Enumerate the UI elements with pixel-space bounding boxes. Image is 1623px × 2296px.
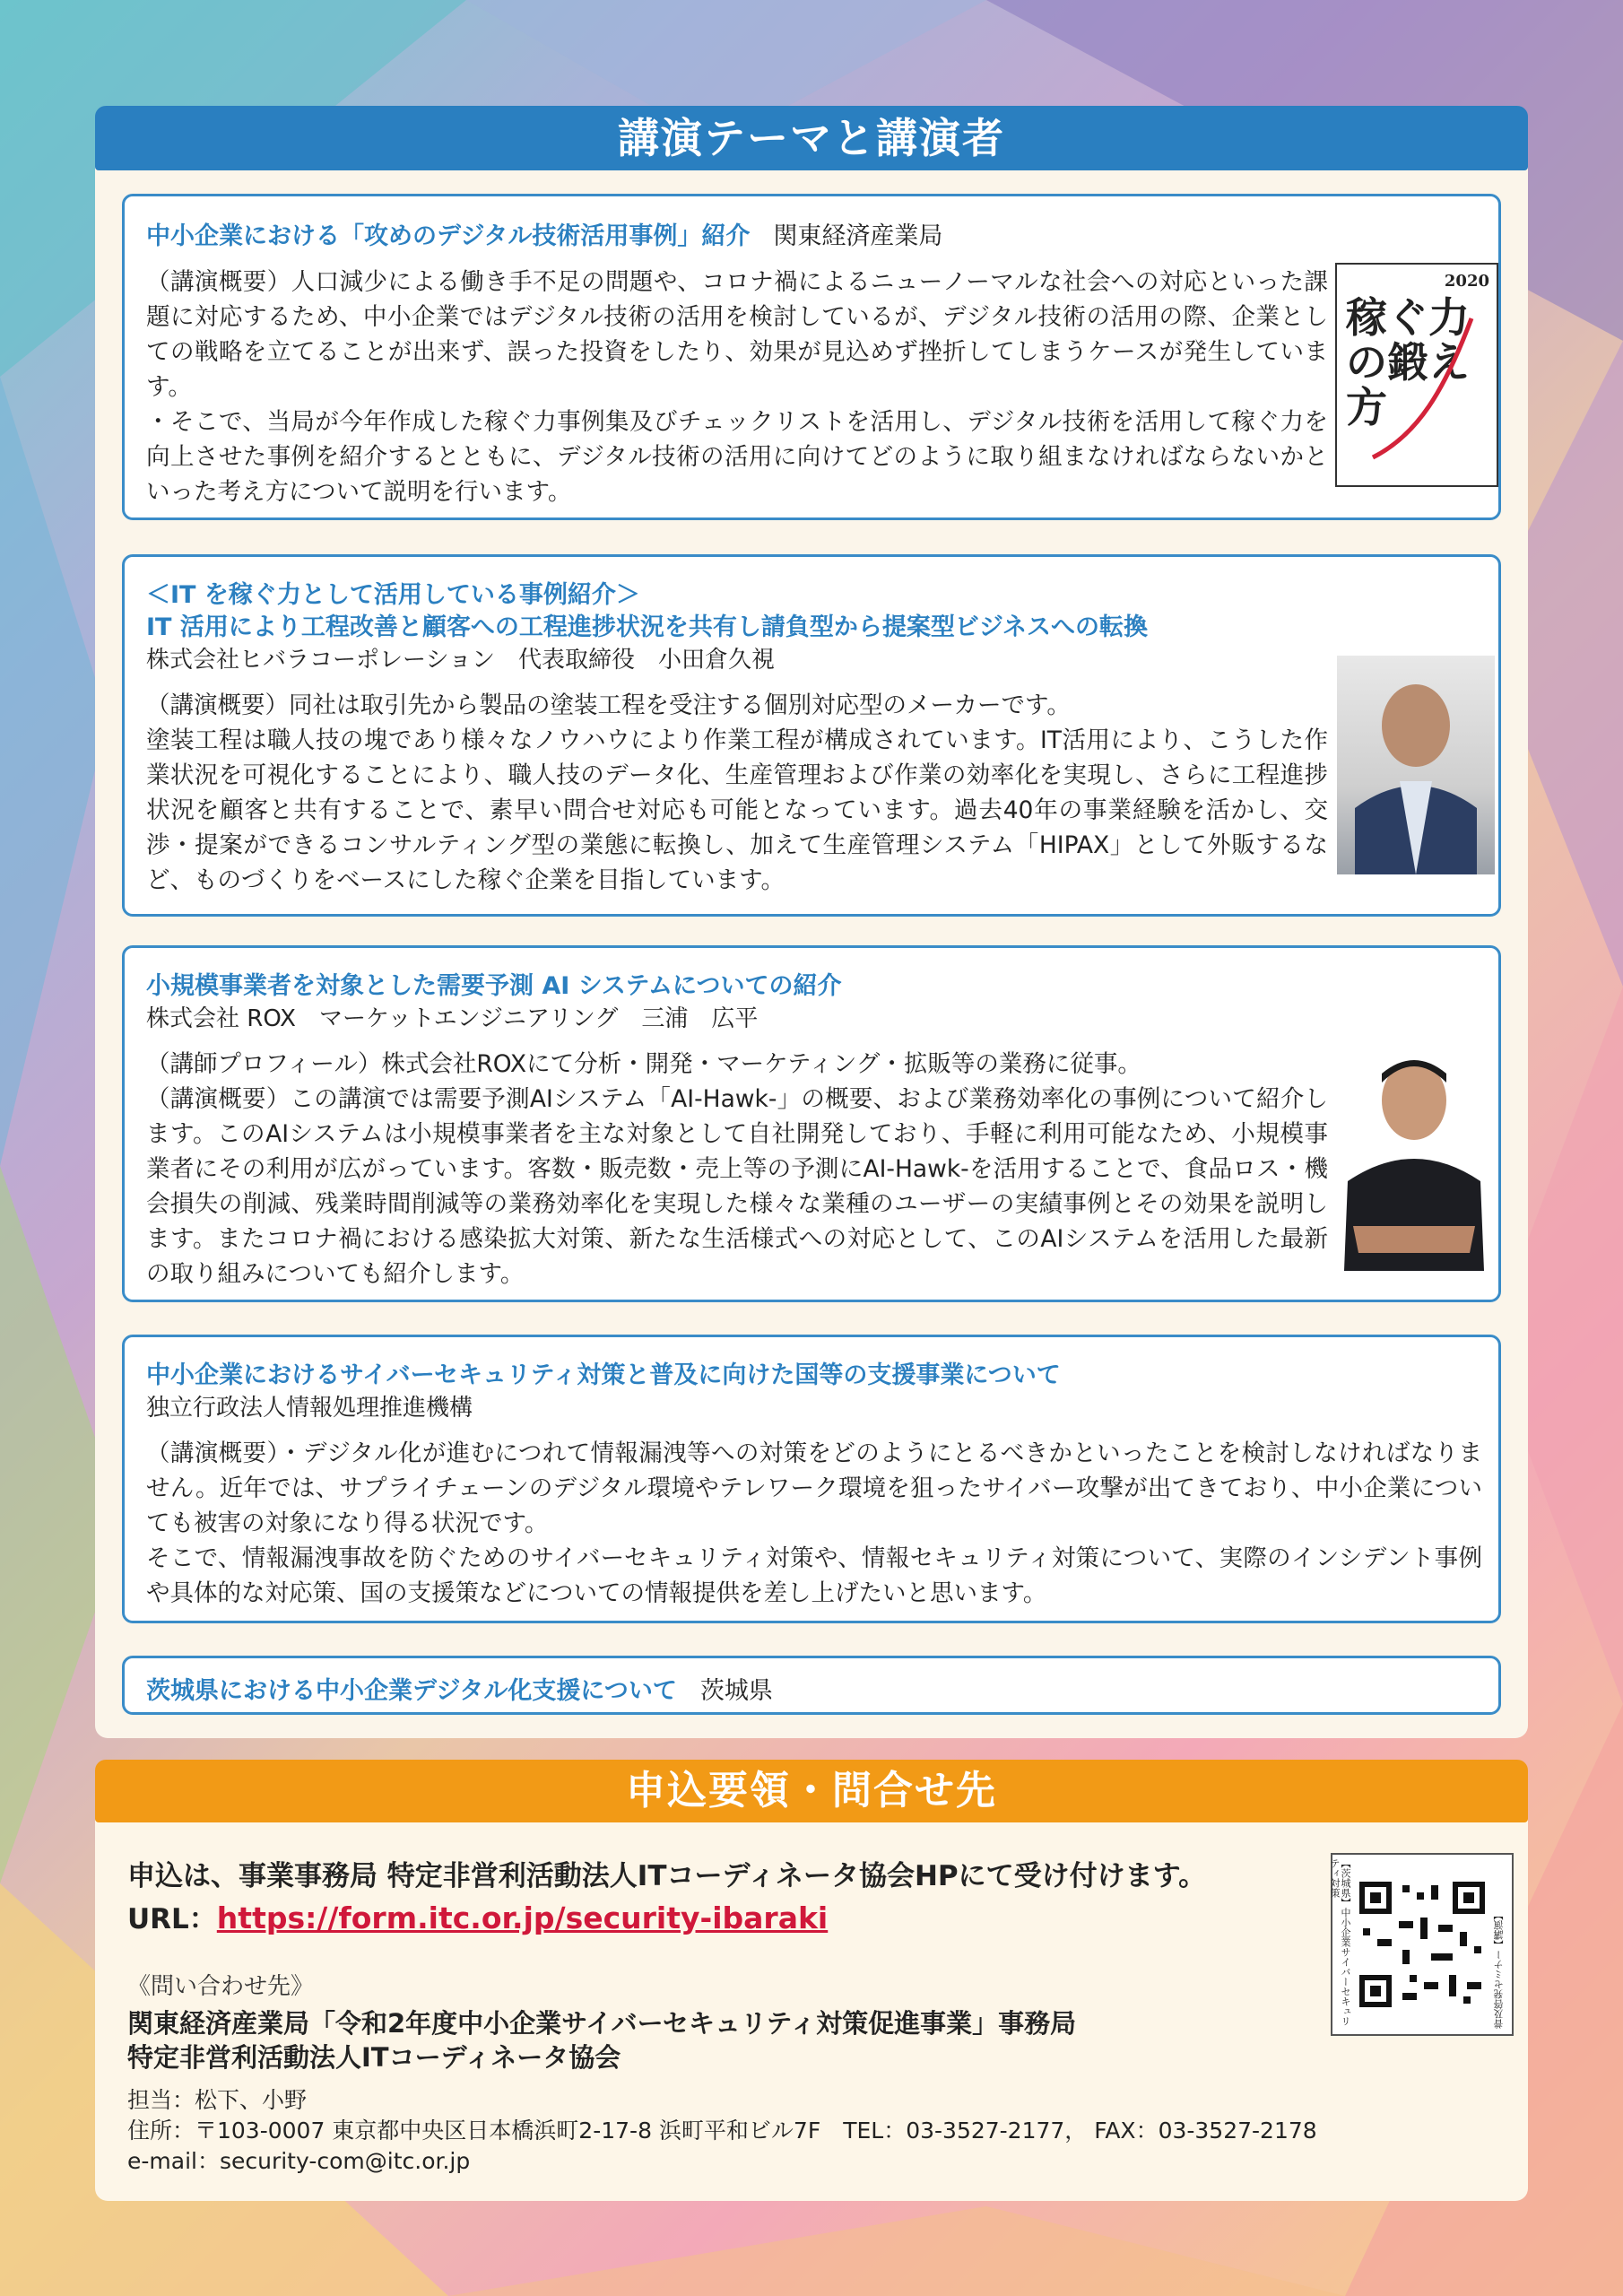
talk-card-5 <box>122 1656 1501 1715</box>
speaker-photo-2 <box>1337 656 1495 874</box>
speaker-silhouette-2 <box>1337 656 1495 874</box>
speaker-photo-3 <box>1335 1047 1493 1271</box>
apply-heading: 申込要領・問合せ先 <box>95 1760 1528 1822</box>
contact-address: 住所：〒103-0007 東京都中央区日本橋浜町2-17-8 浜町平和ビル7F TEL：03-3527-2177， FAX：03-3527-2178 <box>127 2118 1317 2144</box>
talk-1-title <box>146 216 942 251</box>
talk-2-body-p1: （講演概要）同社は取引先から製品の塗装工程を受注する個別対応型のメーカーです。 <box>146 691 1071 719</box>
contact-label: 《問い合わせ先》 <box>127 1973 315 2000</box>
apply-text: 申込は、事業事務局 特定非営利活動法人ITコーディネータ協会HPにて受け付けます。 <box>127 1860 1207 1892</box>
talk-3-speaker: 株式会社 ROX マーケットエンジニアリング 三浦 広平 <box>146 1005 759 1032</box>
apply-card <box>95 1760 1528 2201</box>
talk-2-subtitle: ＜IT を稼ぐ力として活用している事例紹介＞ <box>146 581 640 609</box>
talk-4-speaker: 独立行政法人情報処理推進機構 <box>146 1395 473 1422</box>
talk-4-body-p1: （講演概要）・デジタル化が進むにつれて情報漏洩等への対策をどのようにとるべきかといったことを検討しなければなりません。近年では、サプライチェーンのデジタル環境やテレワーク環境を狙ったサイバー攻撃が出てきており、中小企業についても被害の対象になり得る状況です。 <box>146 1439 1482 1537</box>
talk-5-title <box>146 1671 773 1706</box>
contact-person: 担当：松下、小野 <box>127 2087 308 2113</box>
qr-caption-top: 【茨城県】中小企業サイバーセキュリティ対策 <box>1329 1858 1351 2026</box>
book-year: 2020 <box>1444 272 1489 291</box>
talk-card-1 <box>122 194 1501 520</box>
talk-1-title-text: 中小企業における「攻めのデジタル技術活用事例」紹介 <box>146 222 751 250</box>
talk-2-body-p2: 塗装工程は職人技の塊であり様々なノウハウにより作業工程が構成されています。IT活用により、こうした作業状況を可視化することにより、職人技のデータ化、生産管理および作業の効率化を実現し、さらに工程進捗状況を顧客と共有することで、素早い問合せ対応も可能となっています。過去40年の事業経験を活かし、交渉・提案ができるコンサルティング型の業態に転換し、加えて生産管理システム「HIPAX」として外販するなど、ものづくりをベースにした稼ぐ企業を目指しています。 <box>146 726 1328 894</box>
talk-2-body <box>146 688 1328 898</box>
qr-caption-bottom: 普及啓発セミナー【講演】 <box>1493 1910 1505 2029</box>
talk-3-body-p2: （講演概要）この講演では需要予測AIシステム「AI-Hawk-」の概要、および業務効率化の事例について紹介します。このAIシステムは小規模事業者を主な対象として自社開発しており、手軽に利用可能なため、小規模事業者にその利用が広がっています。客数・販売数・売上等の予測にAI-Hawk-を活用することで、食品ロス・機会損失の削減、残業時間削減等の業務効率化を実現した様々な業種のユーザーの実績事例とその効果を説明します。またコロナ禍における感染拡大対策、新たな生活様式への対応として、このAIシステムを活用した最新の取り組みについても紹介します。 <box>146 1085 1328 1288</box>
talk-4-body <box>146 1436 1482 1611</box>
application-url-link[interactable]: https://form.itc.or.jp/security-ibaraki <box>216 1900 829 1935</box>
talk-1-body-p1: （講演概要）人口減少による働き手不足の問題や、コロナ禍によるニューノーマルな社会への対応といった課題に対応するため、中小企業ではデジタル技術の活用を検討しているが、デジタル技術の活用の際、企業としての戦略を立てることが出来ず、誤った投資をしたり、効果が見込めず挫折してしまうケースが発生しています。 <box>146 268 1328 401</box>
contact-org-line1: 関東経済産業局「令和2年度中小企業サイバーセキュリティ対策促進事業」事務局 <box>127 2008 1077 2039</box>
talk-card-3 <box>122 945 1501 1302</box>
book-swoosh <box>1337 265 1497 485</box>
talk-4-title: 中小企業におけるサイバーセキュリティ対策と普及に向けた国等の支援事業について <box>146 1361 1061 1389</box>
talks-card <box>95 106 1528 1738</box>
talk-3-body <box>146 1047 1328 1292</box>
speaker-silhouette-3 <box>1335 1047 1493 1271</box>
contact-org-line2: 特定非営利活動法人ITコーディネータ協会 <box>127 2042 621 2073</box>
talk-2-title: IT 活用により工程改善と顧客への工程進捗状況を共有し請負型から提案型ビジネスへの転換 <box>146 613 1149 641</box>
talk-1-body <box>146 265 1328 509</box>
url-label: URL： <box>127 1903 217 1935</box>
book-cover <box>1335 263 1498 487</box>
qr-code[interactable] <box>1331 1853 1514 2036</box>
talk-1-speaker: 関東経済産業局 <box>773 222 943 250</box>
book-title: 稼ぐ力の鍛え方 <box>1346 293 1470 431</box>
talk-1-body-p2: ・そこで、当局が今年作成した稼ぐ力事例集及びチェックリストを活用し、デジタル技術を活用して稼ぐ力を向上させた事例を紹介するとともに、デジタル技術の活用に向けてどのように取り組まなければならないかといった考え方について説明を行います。 <box>146 408 1328 506</box>
contact-email: e-mail：security-com@itc.or.jp <box>127 2148 471 2174</box>
talk-card-2 <box>122 554 1501 917</box>
talk-3-title: 小規模事業者を対象とした需要予測 AI システムについての紹介 <box>146 972 842 1000</box>
talk-5-speaker: 茨城県 <box>699 1677 773 1705</box>
url-line <box>127 1896 828 1936</box>
talk-4-body-p2: そこで、情報漏洩事故を防ぐためのサイバーセキュリティ対策や、情報セキュリティ対策について、実際のインシデント事例や具体的な対応策、国の支援策などについての情報提供を差し上げたいと思います。 <box>146 1544 1482 1607</box>
talk-card-4 <box>122 1335 1501 1623</box>
talk-3-body-p1: （講師プロフィール）株式会社ROXにて分析・開発・マーケティング・拡販等の業務に従事。 <box>146 1050 1141 1078</box>
talk-2-speaker: 株式会社ヒバラコーポレーション 代表取締役 小田倉久視 <box>146 647 775 674</box>
qr-pattern <box>1359 1882 1485 2007</box>
talk-5-title-text: 茨城県における中小企業デジタル化支援について <box>146 1677 677 1705</box>
talks-heading: 講演テーマと講演者 <box>95 106 1528 170</box>
